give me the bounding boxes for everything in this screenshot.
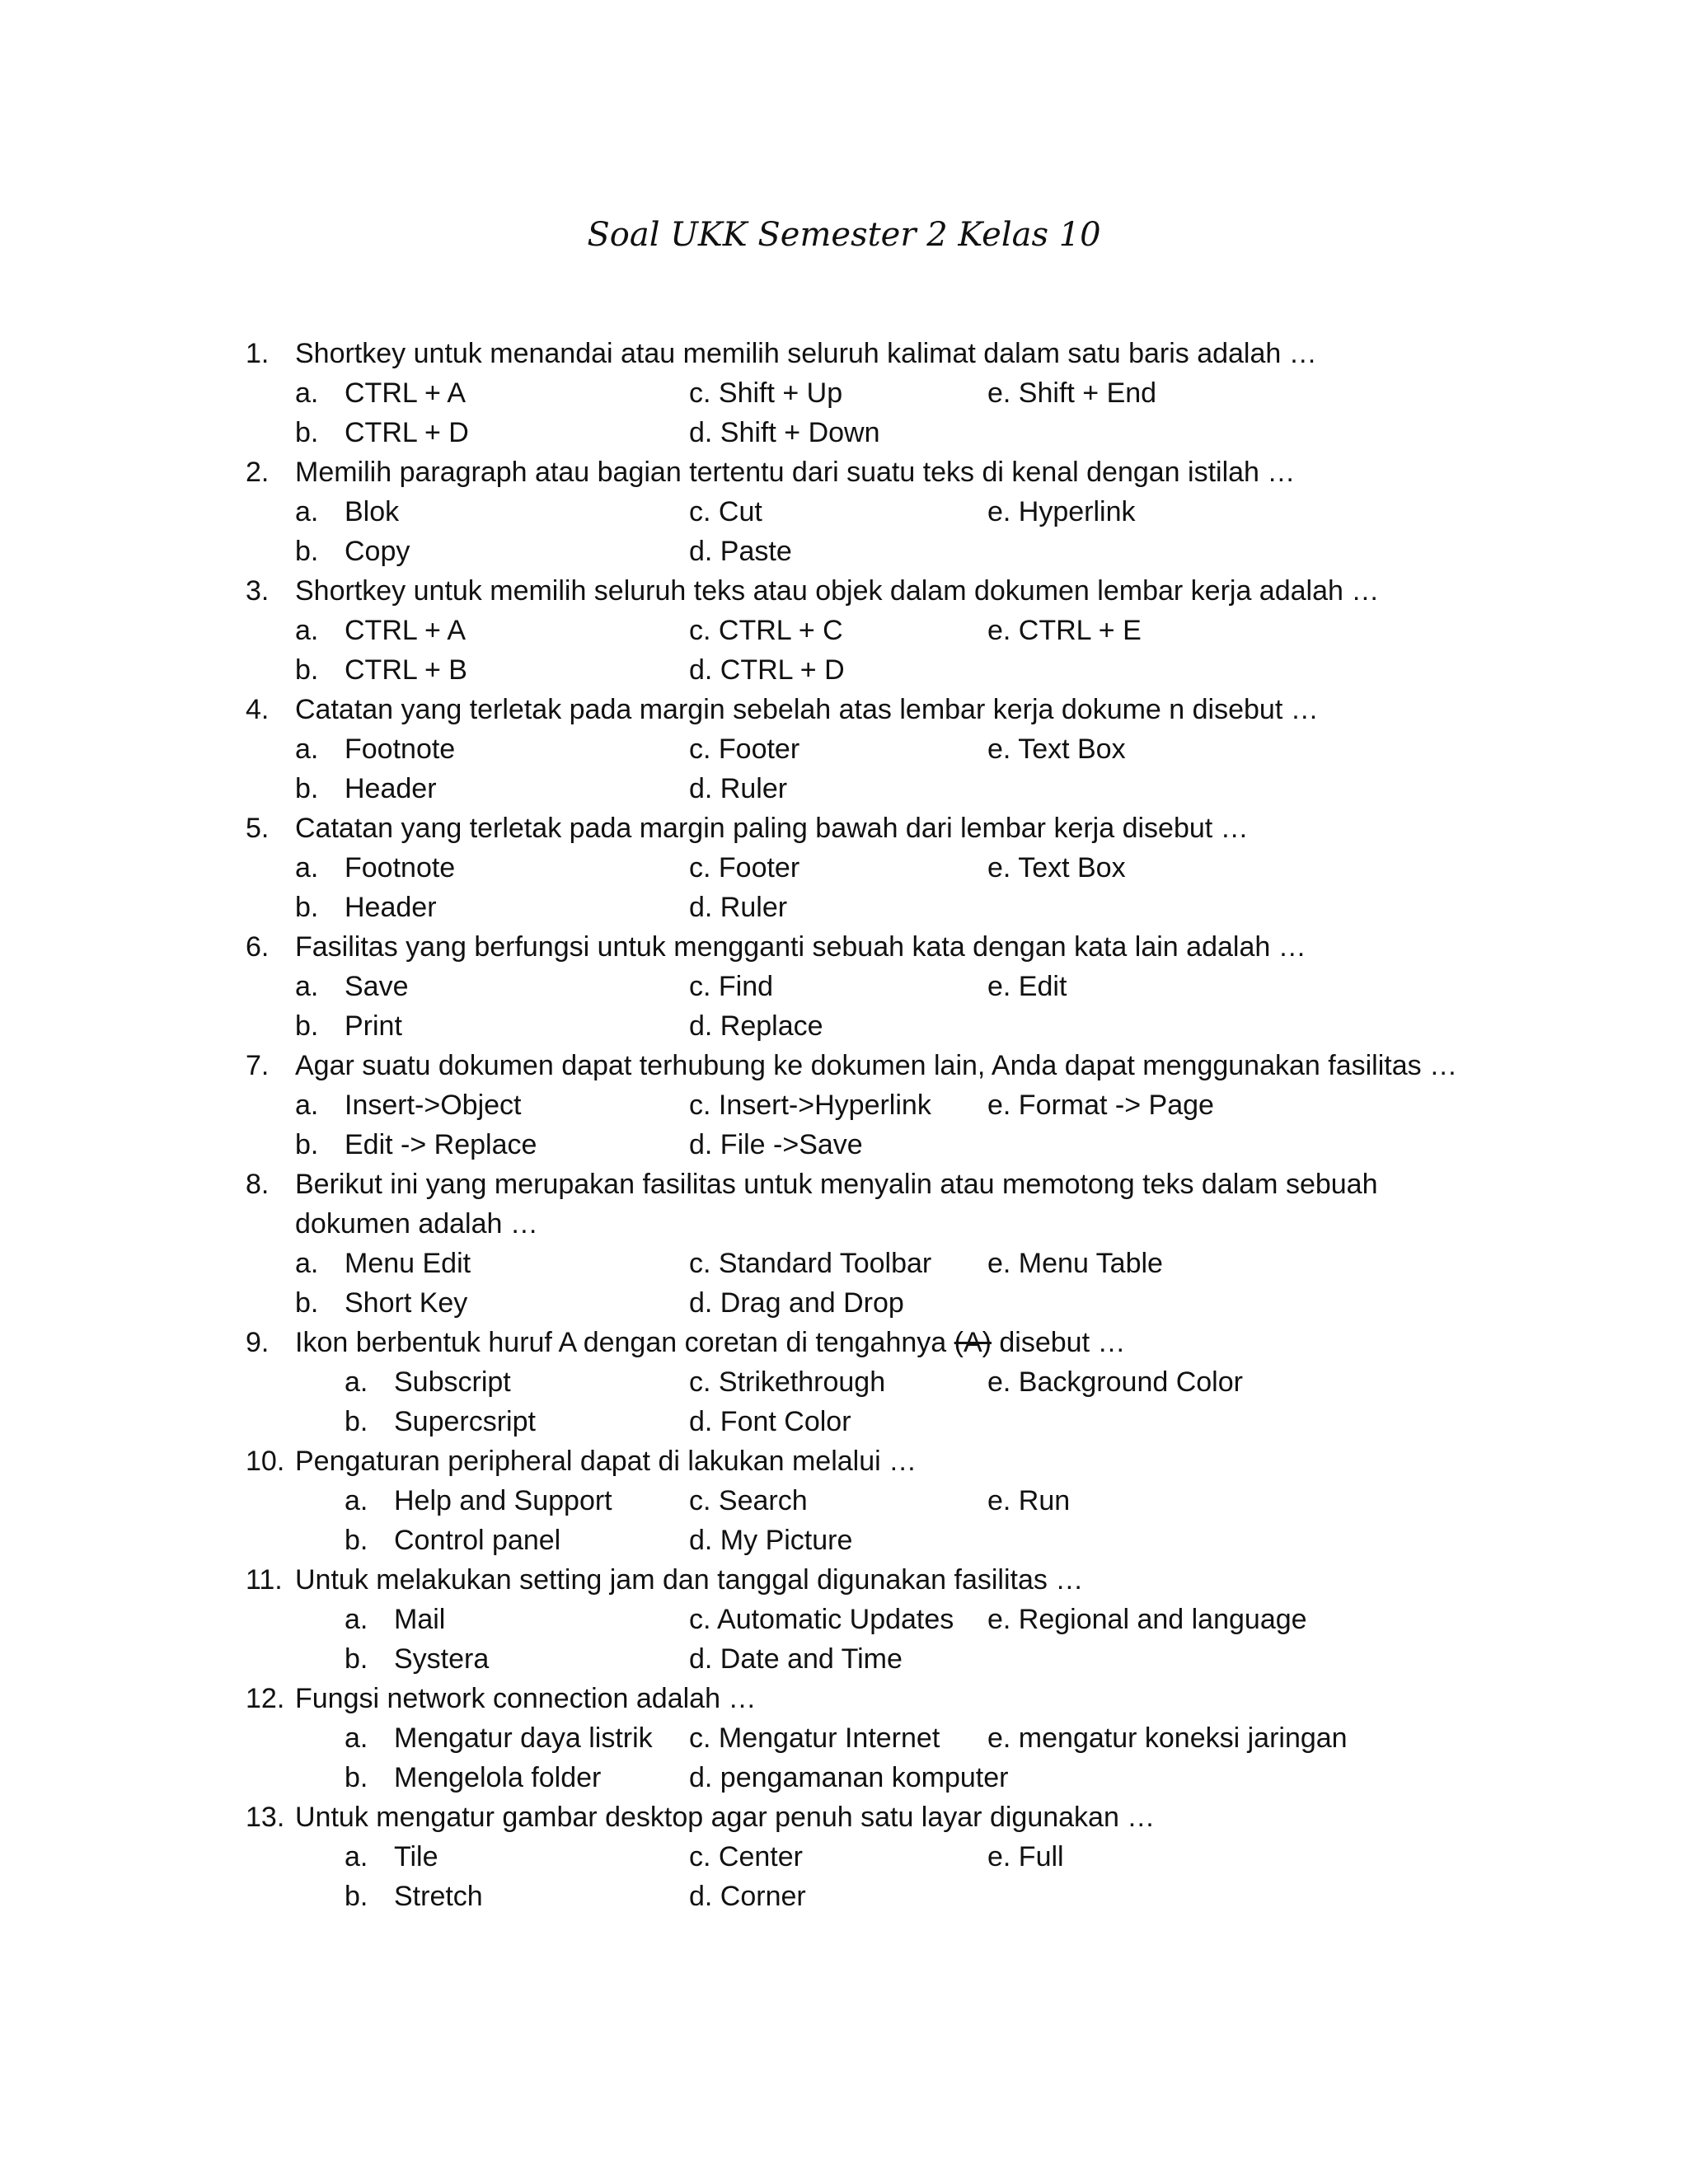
option-b: Stretch: [394, 1881, 483, 1912]
question-text: Shortkey untuk memilih seluruh teks atau objek dalam dokumen lembar kerja adalah …: [295, 575, 1380, 607]
question-11: [246, 1560, 1482, 1600]
option-letter-b: b.: [295, 417, 319, 448]
answer-row: [246, 492, 1482, 532]
answer-row: [246, 1244, 1482, 1283]
answer-row: [246, 848, 1482, 888]
question-text: Catatan yang terletak pada margin paling bawah dari lembar kerja disebut …: [295, 813, 1249, 844]
option-b: Print: [345, 1010, 402, 1042]
question-text: Fungsi network connection adalah …: [295, 1683, 757, 1714]
option-b: Systera: [394, 1643, 490, 1675]
option-letter-a: a.: [345, 1485, 368, 1516]
option-letter-a: a.: [295, 733, 319, 765]
option-letter-b: b.: [295, 773, 319, 804]
question-3: [246, 571, 1482, 611]
question-text-group: [295, 1323, 1125, 1362]
option-b: Header: [345, 892, 437, 923]
option-c: c. Shift + Up: [689, 377, 843, 409]
option-c: c. Strikethrough: [689, 1366, 886, 1398]
question-7: [246, 1046, 1482, 1085]
option-d: d. Font Color: [689, 1406, 851, 1437]
question-text: Fasilitas yang berfungsi untuk mengganti sebuah kata dengan kata lain adalah …: [295, 931, 1306, 963]
answer-row: [246, 1402, 1482, 1441]
option-letter-a: a.: [295, 1248, 319, 1279]
option-letter-a: a.: [345, 1841, 368, 1872]
strikethrough-sample: (A): [954, 1327, 992, 1358]
answer-row: [246, 1877, 1482, 1916]
option-e: e. Text Box: [987, 733, 1126, 765]
option-letter-b: b.: [345, 1643, 368, 1675]
question-8-continued: [246, 1204, 1482, 1244]
question-number: 8.: [246, 1169, 270, 1200]
answer-row: [246, 1085, 1482, 1125]
answer-row: [246, 1006, 1482, 1046]
option-a: Footnote: [345, 733, 456, 765]
option-a: CTRL + A: [345, 377, 467, 409]
option-c: c. Insert->Hyperlink: [689, 1090, 931, 1121]
option-letter-b: b.: [345, 1881, 368, 1912]
question-text: Pengaturan peripheral dapat di lakukan melalui …: [295, 1446, 917, 1477]
option-a: Save: [345, 971, 409, 1002]
option-e: e. Menu Table: [987, 1248, 1163, 1279]
option-letter-a: a.: [295, 377, 319, 409]
question-number: 4.: [246, 694, 270, 725]
question-8: [246, 1165, 1482, 1204]
answer-row: [246, 769, 1482, 808]
question-6: [246, 927, 1482, 967]
answer-row: [246, 413, 1482, 452]
option-b: Supercsript: [394, 1406, 536, 1437]
option-e: e. Edit: [987, 971, 1067, 1002]
option-a: Blok: [345, 496, 400, 527]
question-number: 1.: [246, 338, 270, 369]
option-letter-b: b.: [295, 1287, 319, 1319]
option-c: c. Standard Toolbar: [689, 1248, 932, 1279]
question-number: 12.: [246, 1683, 285, 1714]
option-letter-b: b.: [295, 536, 319, 567]
option-e: e. Hyperlink: [987, 496, 1136, 527]
option-b: Control panel: [394, 1525, 561, 1556]
option-e: e. Run: [987, 1485, 1071, 1516]
option-e: e. Regional and language: [987, 1604, 1307, 1635]
option-c: c. Search: [689, 1485, 808, 1516]
option-b: Mengelola folder: [394, 1762, 602, 1793]
option-letter-a: a.: [295, 971, 319, 1002]
option-letter-b: b.: [345, 1525, 368, 1556]
answer-row: [246, 650, 1482, 690]
question-number: 11.: [246, 1564, 283, 1596]
answer-row: [246, 1837, 1482, 1877]
question-text: Catatan yang terletak pada margin sebelah atas lembar kerja dokume n disebut …: [295, 694, 1319, 725]
answer-row: [246, 888, 1482, 927]
option-c: c. Find: [689, 971, 774, 1002]
option-a: Menu Edit: [345, 1248, 471, 1279]
question-number: 3.: [246, 575, 270, 607]
question-10: [246, 1441, 1482, 1481]
question-2: [246, 452, 1482, 492]
answer-row: [246, 967, 1482, 1006]
answer-row: [246, 532, 1482, 571]
answer-row: [246, 1362, 1482, 1402]
option-a: Subscript: [394, 1366, 511, 1398]
answer-row: [246, 611, 1482, 650]
answer-row: [246, 729, 1482, 769]
option-letter-b: b.: [295, 1010, 319, 1042]
option-b: Edit -> Replace: [345, 1129, 537, 1160]
answer-row: [246, 1758, 1482, 1797]
option-a: Help and Support: [394, 1485, 612, 1516]
option-a: Footnote: [345, 852, 456, 883]
option-a: Mengatur daya listrik: [394, 1722, 653, 1754]
answer-row: [246, 1718, 1482, 1758]
answer-row: [246, 1283, 1482, 1323]
answer-row: [246, 1600, 1482, 1639]
option-c: c. CTRL + C: [689, 615, 843, 646]
option-d: d. Shift + Down: [689, 417, 880, 448]
option-a: Mail: [394, 1604, 446, 1635]
question-number: 13.: [246, 1802, 285, 1833]
answer-row: [246, 1639, 1482, 1679]
answer-row: [246, 1481, 1482, 1521]
option-c: c. Cut: [689, 496, 762, 527]
page-title: Soal UKK Semester 2 Kelas 10: [587, 216, 1101, 254]
answer-row: [246, 373, 1482, 413]
option-letter-b: b.: [295, 654, 319, 686]
question-number: 6.: [246, 931, 270, 963]
option-e: e. Full: [987, 1841, 1064, 1872]
option-a: Insert->Object: [345, 1090, 522, 1121]
option-c: c. Center: [689, 1841, 803, 1872]
question-text: Untuk mengatur gambar desktop agar penuh satu layar digunakan …: [295, 1802, 1156, 1833]
option-letter-a: a.: [345, 1722, 368, 1754]
option-d: d. Paste: [689, 536, 792, 567]
option-a: CTRL + A: [345, 615, 467, 646]
question-text-end: disebut …: [991, 1327, 1126, 1358]
option-letter-a: a.: [295, 615, 319, 646]
option-d: d. CTRL + D: [689, 654, 845, 686]
question-number: 2.: [246, 457, 270, 488]
question-text: Shortkey untuk menandai atau memilih seluruh kalimat dalam satu baris adalah …: [295, 338, 1317, 369]
question-number: 10.: [246, 1446, 285, 1477]
question-9: [246, 1323, 1482, 1362]
option-letter-a: a.: [295, 1090, 319, 1121]
question-text: Agar suatu dokumen dapat terhubung ke dokumen lain, Anda dapat menggunakan fasilitas …: [295, 1050, 1458, 1081]
option-e: e. mengatur koneksi jaringan: [987, 1722, 1348, 1754]
option-e: e. Text Box: [987, 852, 1126, 883]
option-e: e. Background Color: [987, 1366, 1243, 1398]
option-b: Short Key: [345, 1287, 468, 1319]
question-5: [246, 808, 1482, 848]
option-c: c. Footer: [689, 733, 800, 765]
option-d: d. File ->Save: [689, 1129, 863, 1160]
option-letter-b: b.: [345, 1406, 368, 1437]
option-d: d. Date and Time: [689, 1643, 903, 1675]
option-b: CTRL + B: [345, 654, 467, 686]
option-d: d. Corner: [689, 1881, 806, 1912]
question-text: Berikut ini yang merupakan fasilitas untuk menyalin atau memotong teks dalam sebuah: [295, 1169, 1378, 1200]
option-d: d. Replace: [689, 1010, 823, 1042]
answer-row: [246, 1125, 1482, 1165]
option-letter-b: b.: [345, 1762, 368, 1793]
option-d: d. Drag and Drop: [689, 1287, 904, 1319]
option-letter-a: a.: [295, 852, 319, 883]
option-c: c. Footer: [689, 852, 800, 883]
question-number: 5.: [246, 813, 270, 844]
option-e: e. Shift + End: [987, 377, 1157, 409]
option-b: Header: [345, 773, 437, 804]
option-c: c. Mengatur Internet: [689, 1722, 940, 1754]
question-13: [246, 1797, 1482, 1837]
question-text: Untuk melakukan setting jam dan tanggal digunakan fasilitas …: [295, 1564, 1084, 1596]
question-4: [246, 690, 1482, 729]
option-letter-a: a.: [295, 496, 319, 527]
question-list: [246, 334, 1482, 1916]
option-d: d. My Picture: [689, 1525, 853, 1556]
option-b: CTRL + D: [345, 417, 469, 448]
option-letter-a: a.: [345, 1604, 368, 1635]
question-1: [246, 334, 1482, 373]
option-e: e. CTRL + E: [987, 615, 1142, 646]
option-d: d. Ruler: [689, 892, 788, 923]
question-text: Memilih paragraph atau bagian tertentu dari suatu teks di kenal dengan istilah …: [295, 457, 1296, 488]
question-number: 9.: [246, 1327, 270, 1358]
option-letter-b: b.: [295, 1129, 319, 1160]
question-text: Ikon berbentuk huruf A dengan coretan di tengahnya: [295, 1327, 954, 1358]
option-c: c. Automatic Updates: [689, 1604, 954, 1635]
answer-row: [246, 1521, 1482, 1560]
option-e: e. Format -> Page: [987, 1090, 1214, 1121]
option-letter-a: a.: [345, 1366, 368, 1398]
option-letter-b: b.: [295, 892, 319, 923]
option-d: d. Ruler: [689, 773, 788, 804]
option-d: d. pengamanan komputer: [689, 1762, 1009, 1793]
question-12: [246, 1679, 1482, 1718]
option-a: Tile: [394, 1841, 438, 1872]
question-text-continued: dokumen adalah …: [295, 1208, 538, 1240]
option-b: Copy: [345, 536, 410, 567]
question-number: 7.: [246, 1050, 270, 1081]
